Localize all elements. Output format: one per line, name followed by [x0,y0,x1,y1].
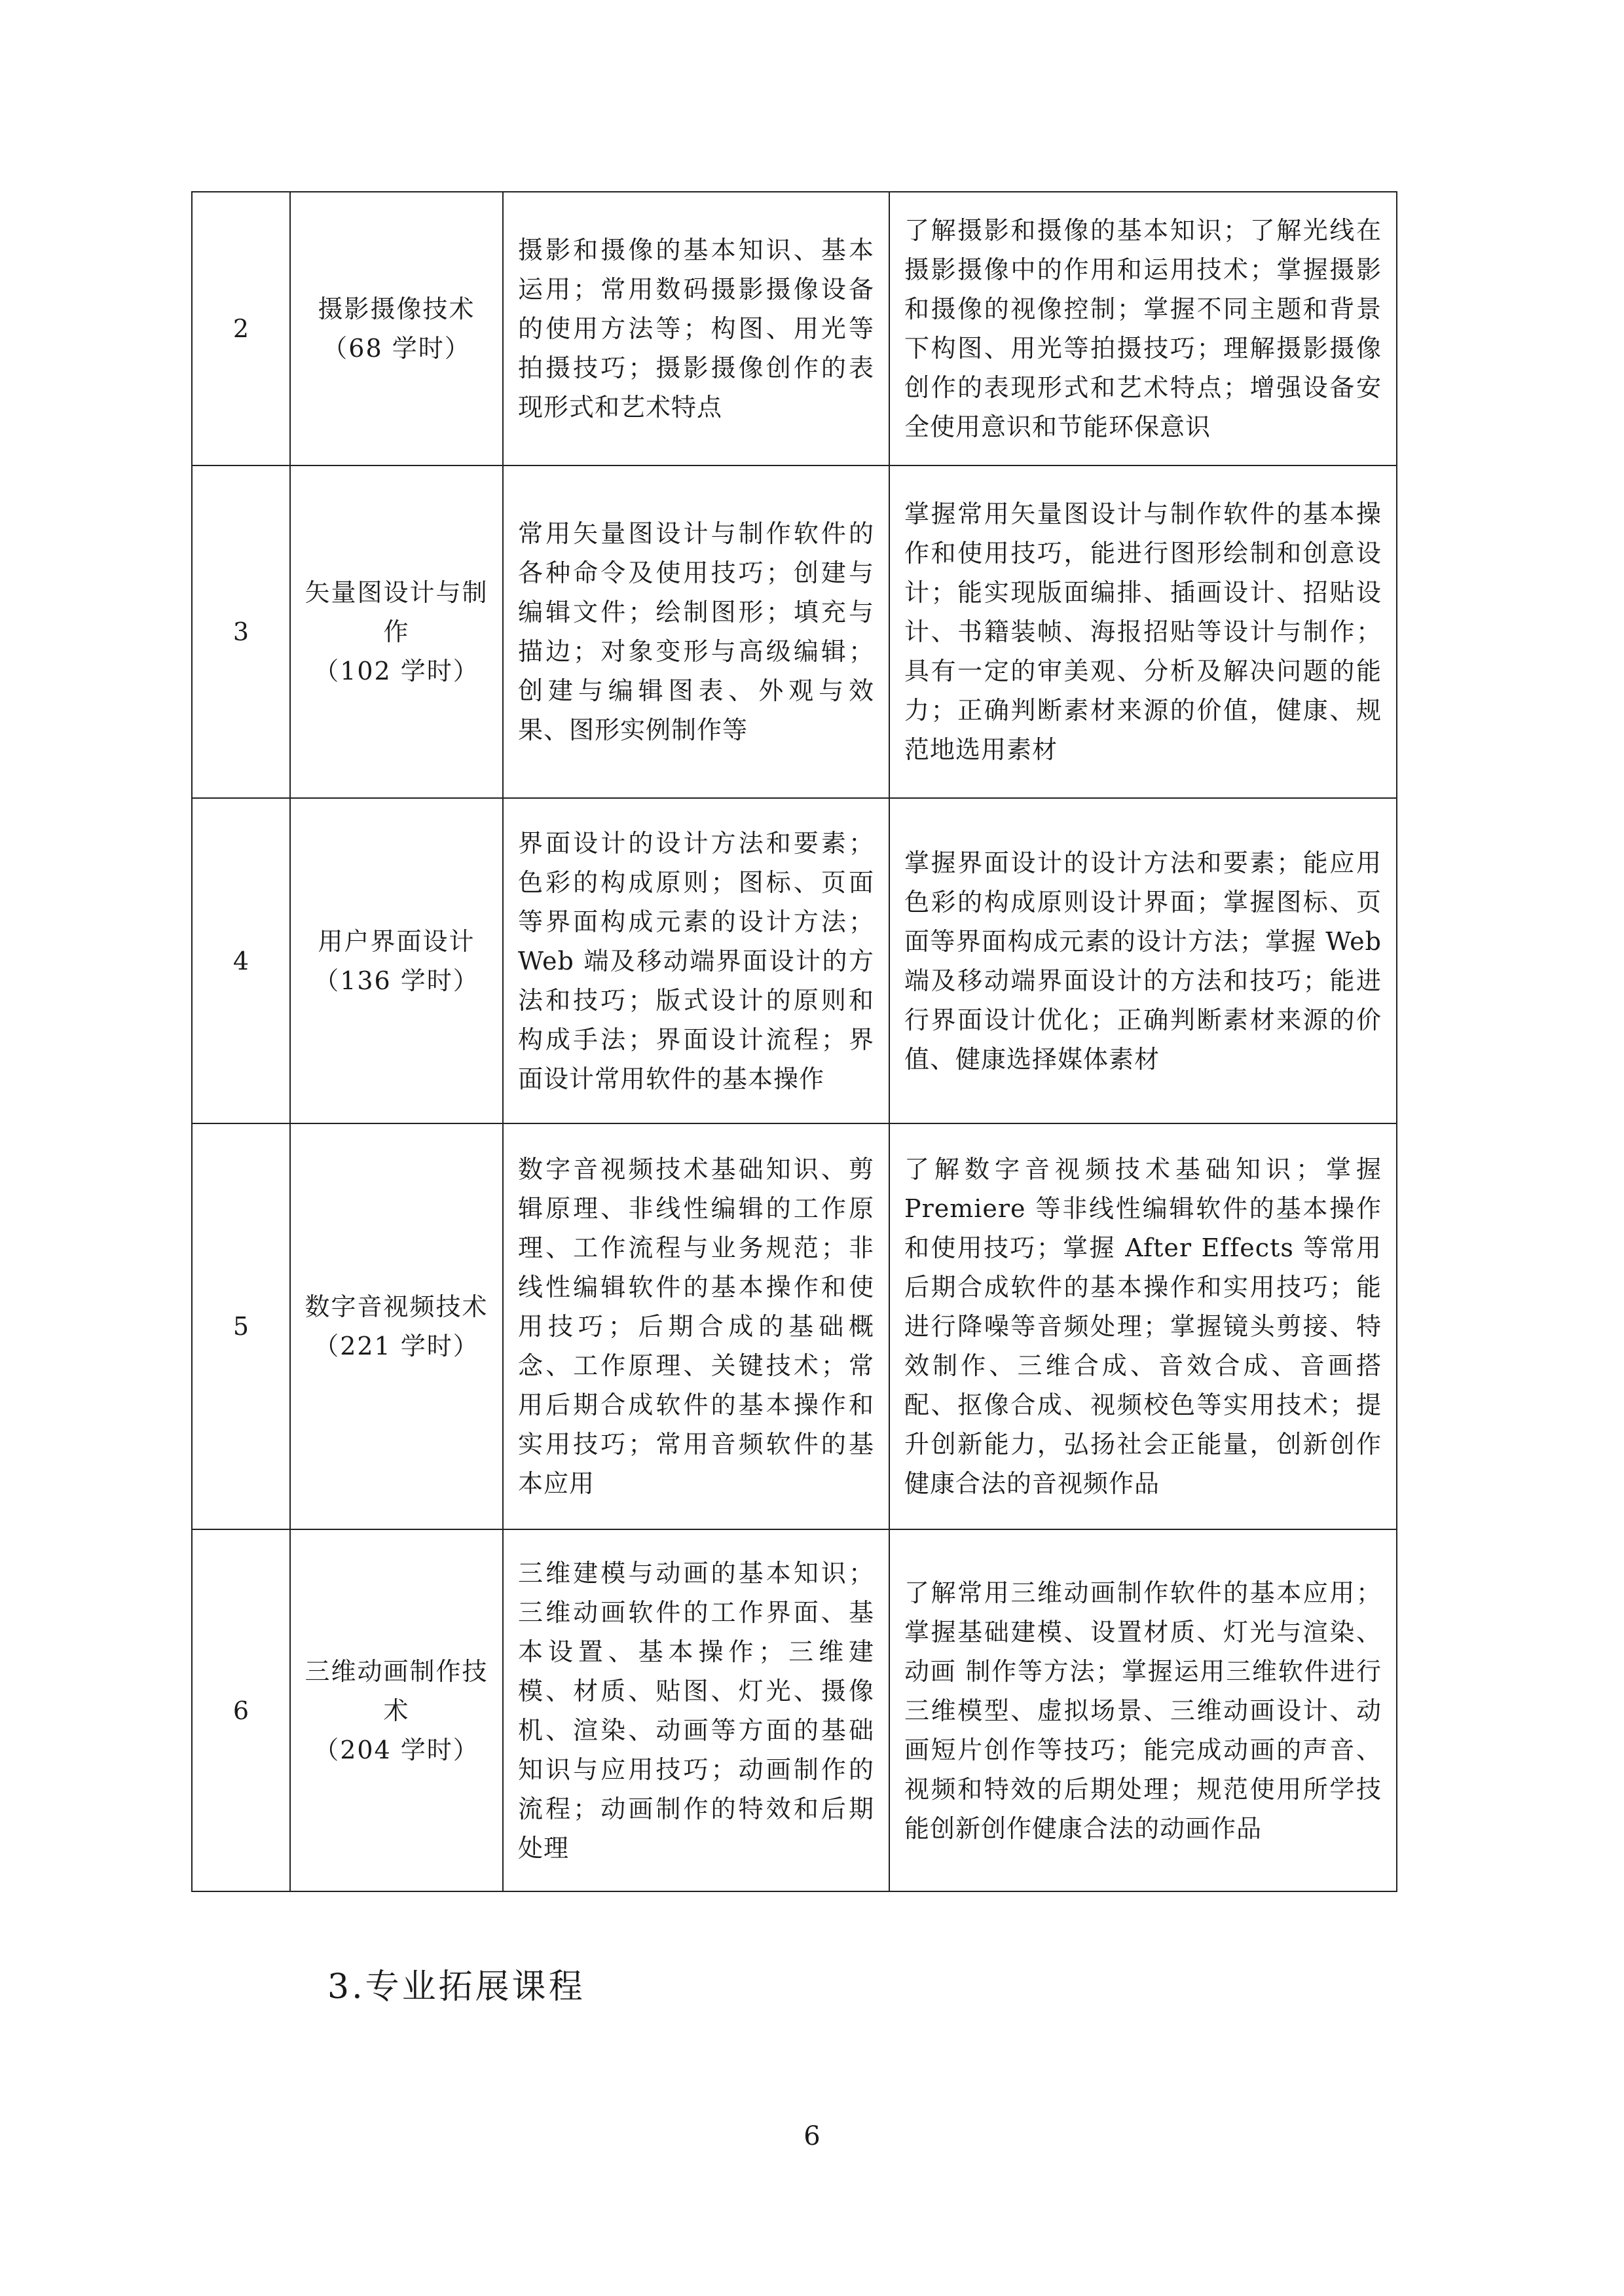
table-row [192,465,1397,798]
table-row [192,192,1397,465]
course-hours: （68 学时） [322,334,471,363]
row-number: 3 [192,465,290,798]
course-requirement: 了解常用三维动画制作软件的基本应用；掌握基础建模、设置材质、灯光与渲染、动画 制作等方法；掌握运用三维软件进行三维模型、虚拟场景、三维动画设计、动画短片创作等技巧；能完成动画的声音、视频和特效的后期处理；规范使用所学技能创新创作健康合法的动画作品 [904,1578,1382,1843]
course-requirement-cell [889,1529,1397,1891]
course-requirement: 了解摄影和摄像的基本知识；了解光线在摄影摄像中的作用和运用技术；掌握摄影和摄像的视像控制；掌握不同主题和背景下构图、用光等拍摄技巧；理解摄影摄像创作的表现形式和艺术特点；增强设备安全使用意识和节能环保意识 [904,216,1382,441]
course-name-cell [290,192,503,465]
course-name: 矢量图设计与制作 [304,578,489,646]
course-name-cell [290,798,503,1123]
row-number: 4 [192,798,290,1123]
course-content: 数字音视频技术基础知识、剪辑原理、非线性编辑的工作原理、工作流程与业务规范；非线性编辑软件的基本操作和使用技巧；后期合成的基础概念、工作原理、关键技术；常用后期合成软件的基本操作和实用技巧；常用音频软件的基本应用 [518,1155,874,1498]
row-number: 2 [192,192,290,465]
course-hours: （221 学时） [314,1332,479,1360]
course-content: 界面设计的设计方法和要素；色彩的构成原则；图标、页面等界面构成元素的设计方法；Web 端及移动端界面设计的方法和技巧；版式设计的原则和构成手法；界面设计流程；界面设计常用软件的基本操作 [518,828,874,1093]
course-name: 用户界面设计 [318,926,475,956]
course-content: 摄影和摄像的基本知识、基本运用；常用数码摄影摄像设备的使用方法等；构图、用光等拍摄技巧；摄影摄像创作的表现形式和艺术特点 [518,236,874,422]
course-requirement-cell [889,798,1397,1123]
table-row [192,798,1397,1123]
course-content-cell [503,798,889,1123]
course-requirement: 掌握常用矢量图设计与制作软件的基本操作和使用技巧，能进行图形绘制和创意设计；能实现版面编排、插画设计、招贴设计、书籍装帧、海报招贴等设计与制作；具有一定的审美观、分析及解决问题的能力；正确判断素材来源的价值，健康、规范地选用素材 [904,500,1382,764]
course-hours: （136 学时） [314,966,479,995]
course-content-cell [503,465,889,798]
table-row [192,1529,1397,1891]
course-table [191,191,1397,1892]
course-content: 三维建模与动画的基本知识；三维动画软件的工作界面、基本设置、基本操作；三维建模、材质、贴图、灯光、摄像机、渲染、动画等方面的基础知识与应用技巧；动画制作的流程；动画制作的特效和后期处理 [518,1558,874,1863]
course-name: 数字音视频技术 [304,1292,489,1321]
course-content-cell [503,192,889,465]
section-heading: 3.专业拓展课程 [327,1967,585,2007]
course-name-cell [290,1123,503,1529]
course-requirement-cell [889,1123,1397,1529]
course-name: 三维动画制作技术 [304,1656,489,1725]
course-requirement: 掌握界面设计的设计方法和要素；能应用色彩的构成原则设计界面；掌握图标、页面等界面构成元素的设计方法；掌握 Web 端及移动端界面设计的方法和技巧；能进行界面设计优化；正确判断素材来源的价值、健康选择媒体素材 [904,848,1382,1074]
course-content-cell [503,1529,889,1891]
course-hours: （204 学时） [314,1735,479,1764]
page-number: 6 [803,2121,821,2151]
row-number: 6 [192,1529,290,1891]
course-requirement-cell [889,465,1397,798]
course-requirement-cell [889,192,1397,465]
course-requirement: 了解数字音视频技术基础知识；掌握 Premiere 等非线性编辑软件的基本操作和使用技巧；掌握 After Effects 等常用后期合成软件的基本操作和实用技巧；能进行降噪等音频处理；掌握镜头剪接、特效制作、三维合成、音效合成、音画搭配、抠像合成、视频校色等实用技术；提升创新能力，弘扬社会正能量，创新创作健康合法的音视频作品 [904,1155,1382,1498]
table-row [192,1123,1397,1529]
course-name-cell [290,465,503,798]
course-hours: （102 学时） [314,657,479,685]
course-content-cell [503,1123,889,1529]
course-name-cell [290,1529,503,1891]
row-number: 5 [192,1123,290,1529]
course-name: 摄影摄像技术 [318,295,475,323]
course-content: 常用矢量图设计与制作软件的各种命令及使用技巧；创建与编辑文件；绘制图形；填充与描边；对象变形与高级编辑；创建与编辑图表、外观与效果、图形实例制作等 [518,519,874,744]
